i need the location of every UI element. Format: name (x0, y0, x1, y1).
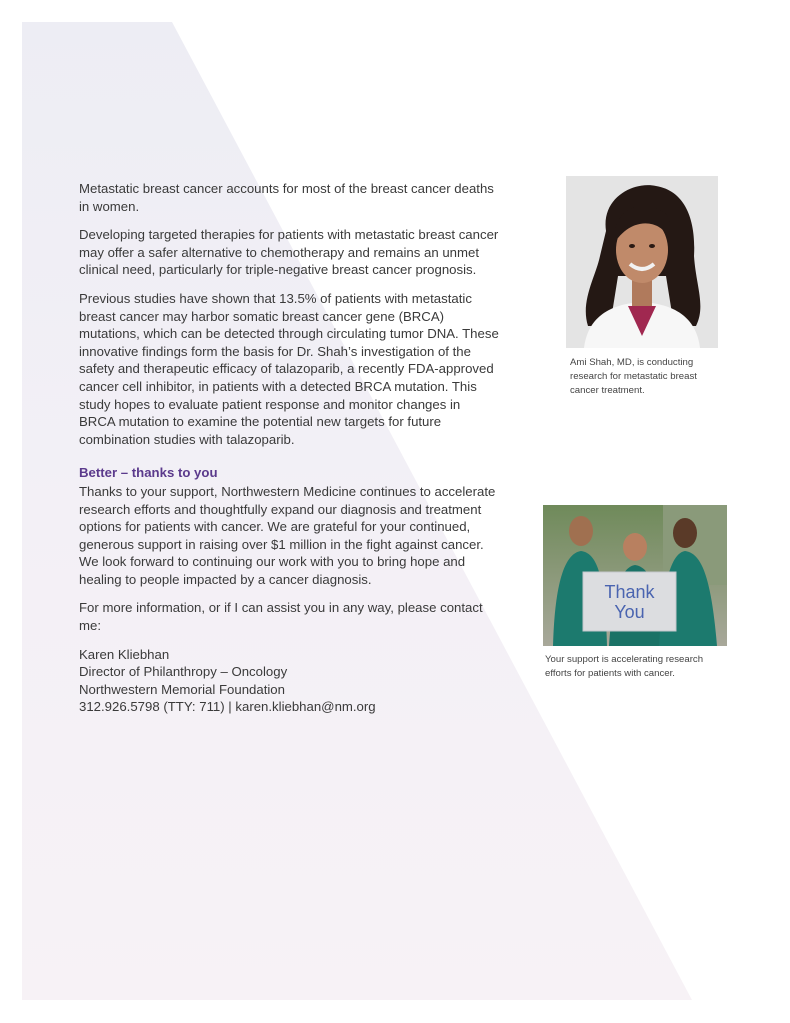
paragraph-previous-studies: Previous studies have shown that 13.5% of patients with metastatic breast cancer may harbor somatic breast cancer gene (BRCA) mutations, which can be detected through circulating tumor DNA. These innovative findings form the basis for Dr. Shah’s investigation of the safety and therapeutic efficacy of talazoparib, a recently FDA-approved cancer cell inhibitor, in patients with a detected BRCA mutation. This study hopes to evaluate patient response and monitor changes in BRCA mutation to examine the potential new targets for future combination studies with talazoparib. (79, 290, 499, 447)
main-text-column (79, 180, 499, 716)
thank-you-illustration (543, 505, 727, 646)
paragraph-intro: Metastatic breast cancer accounts for most of the breast cancer deaths in women. (79, 181, 494, 214)
subheading-better: Better – thanks to you (79, 465, 218, 481)
portrait-illustration (566, 176, 718, 348)
contact-title: Director of Philanthropy – Oncology (79, 664, 288, 680)
portrait-photo (566, 176, 718, 348)
sign-text-you: You (614, 602, 645, 622)
paragraph-targeted-therapies: Developing targeted therapies for patients with metastatic breast cancer may offer a safer alternative to chemotherapy and remains an unmet clinical need, particularly for triple-negative breast cancer prognosis. (79, 227, 499, 278)
sign-text-thank: Thank (604, 582, 655, 602)
thank-you-photo (543, 505, 727, 646)
contact-name: Karen Kliebhan (79, 646, 170, 662)
contact-organization: Northwestern Memorial Foundation (79, 681, 285, 697)
contact-block (79, 646, 499, 716)
paragraph-contact-request: For more information, or if I can assist you in any way, please contact me: (79, 600, 483, 634)
paragraph-thanks: Thanks to your support, Northwestern Medicine continues to accelerate research efforts and thoughtfully expand our diagnosis and treatment options for patients with cancer. We are grateful for your continued, generous support in raising over $1 million in the fight against cancer. We look forward to continuing our work with you to bring hope and healing to people impacted by a cancer diagnosis. (79, 483, 496, 587)
contact-phone-email[interactable]: 312.926.5798 (TTY: 711) | karen.kliebhan@nm.org (79, 699, 376, 715)
thank-you-caption: Your support is accelerating research efforts for patients with cancer. (545, 654, 704, 679)
portrait-caption: Ami Shah, MD, is conducting research for metastatic breast cancer treatment. (570, 357, 697, 396)
